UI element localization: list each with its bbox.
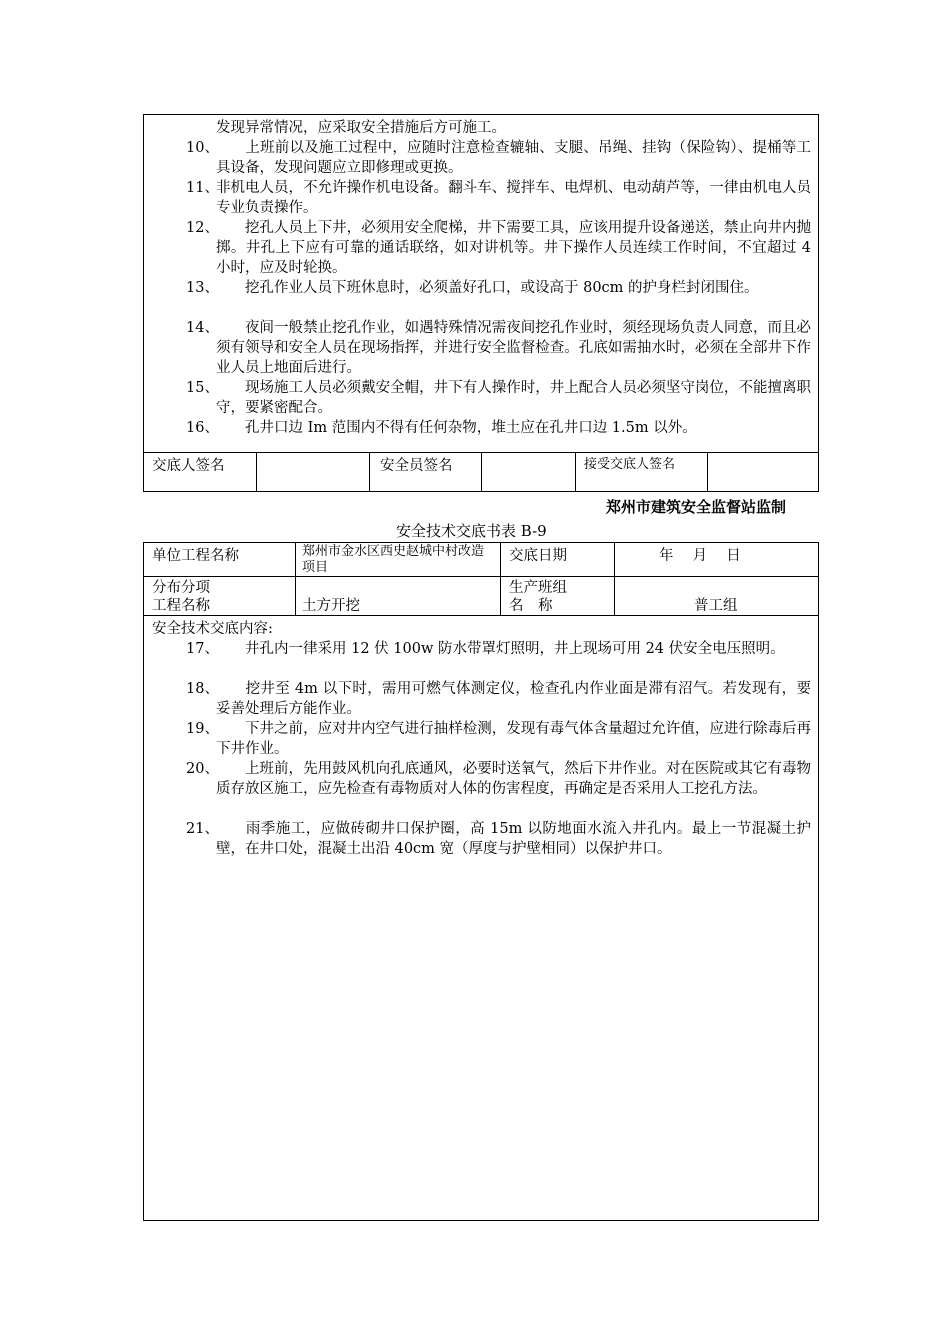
safety-officer-signature-label: 安全员签名 xyxy=(380,458,453,474)
item-number: 10、 xyxy=(186,140,219,156)
item-text: 挖井至 4m 以下时，需用可燃气体测定仪，检查孔内作业面是滞有沼气。若发现有，要妥善处理后方能作业。 xyxy=(216,681,811,717)
item-text: 井孔内一律采用 12 伏 100w 防水带罩灯照明，井上现场可用 24 伏安全电压照明。 xyxy=(216,641,785,657)
item-text: 雨季施工，应做砖砌井口保护圈，高 15m 以防地面水流入井孔内。最上一节混凝土护壁，在井口处，混凝土出沿 40cm 宽（厚度与护壁相同）以保护井口。 xyxy=(216,821,811,857)
item-text: 现场施工人员必须戴安全帽，井下有人操作时，井上配合人员必须坚守岗位，不能擅离职守，要紧密配合。 xyxy=(216,380,811,416)
item-text: 挖孔人员上下井，必须用安全爬梯，井下需要工具，应该用提升设备递送，禁止向井内抛掷。井孔上下应有可靠的通话联络，如对讲机等。井下操作人员连续工作时间，不宜超过 4 小时，应及时轮换。 xyxy=(216,220,811,276)
unit-name-label: 单位工程名称 xyxy=(152,548,239,564)
handover-signature-field[interactable] xyxy=(257,453,370,491)
unit-value-cell xyxy=(296,543,501,576)
subproject-label-line1: 分布分项 xyxy=(152,580,210,596)
item-number: 17、 xyxy=(186,641,219,657)
page2-content-box xyxy=(143,615,819,1221)
item-text: 下井之前，应对井内空气进行抽样检测，发现有毒气体含量超过允许值，应进行除毒后再下井作业。 xyxy=(216,721,811,757)
team-label-cell xyxy=(501,577,615,615)
date-label: 交底日期 xyxy=(509,548,567,564)
header-row-1 xyxy=(143,542,819,577)
team-value: 普工组 xyxy=(694,598,738,614)
item-number: 13、 xyxy=(186,280,219,296)
subproject-label-cell xyxy=(144,577,296,615)
item-number: 12、 xyxy=(186,220,219,236)
item-number: 15、 xyxy=(186,380,219,396)
item-number: 14、 xyxy=(186,320,219,336)
handover-label-cell xyxy=(144,453,257,491)
item-text: 非机电人员，不允许操作机电设备。翻斗车、搅拌车、电焊机、电动葫芦等，一律由机电人员专业负责操作。 xyxy=(216,180,811,216)
item-text: 挖孔作业人员下班休息时，必须盖好孔口，或设高于 80cm 的护身栏封闭围住。 xyxy=(216,280,759,296)
unit-label-cell xyxy=(144,543,296,576)
team-label-line1: 生产班组 xyxy=(509,580,567,596)
date-value: 年 月 日 xyxy=(659,548,741,564)
unit-name-value: 郑州市金水区西史赵城中村改造项目 xyxy=(302,544,485,575)
subproject-value: 土方开挖 xyxy=(302,598,360,614)
receiver-signature-field[interactable] xyxy=(708,453,818,491)
item-text: 上班前，先用鼓风机向孔底通风，必要时送氧气，然后下井作业。对在医院或其它有毒物质存放区施工，应先检查有毒物质对人体的伤害程度，再确定是否采用人工挖孔方法。 xyxy=(216,761,811,797)
item-number: 16、 xyxy=(186,420,219,436)
item-number: 21、 xyxy=(186,821,219,837)
team-label-line2: 名 称 xyxy=(509,598,553,614)
content-label: 安全技术交底内容: xyxy=(152,621,273,637)
page1-content-box: 发现异常情况，应采取安全措施后方可施工。 10、 上班前以及施工过程中，应随时注意检查辘轴、支腿、吊绳、挂钩（保险钩）、提桶等工具设备，发现问题应立即修理或更换。 11、 非机电人员，不允许操作机电设备。翻斗车、搅拌车、电焊机、电动葫芦等，一律由机电人员专业负责操作。 12、 挖孔人员上下井，必须用安全爬梯，井下需要工具，应该用提升设备递送，禁止向井内抛掷。井孔上下应有可靠的通话联络，如对讲机等。井下操作人员连续工作时间，不宜超过 4 小时，应及时轮换。 13、 挖孔作业人员下班休息时，必须盖好孔口，或设高于 80cm 的护身栏封闭围住。 14、 夜间一般禁止挖孔作业，如遇特殊情况需夜间挖孔作业时，须经现场负责人同意，而且必须有领导和安全人员在现场指挥，并进行安全监督检查。孔底如需抽水时，必须在全部井下作业人员上地面后进行。 15、 现场施工人员必须戴安全帽，井下有人操作时，井上配合人员必须坚守岗位，不能擅离职守，要紧密配合。 16、 孔井口边 Im 范围内不得有任何杂物，堆土应在孔井口边 1.5m 以外。 xyxy=(143,114,819,453)
subproject-label-line2: 工程名称 xyxy=(152,598,210,614)
subproject-value-cell xyxy=(296,577,501,615)
item-text: 孔井口边 Im 范围内不得有任何杂物，堆土应在孔井口边 1.5m 以外。 xyxy=(216,420,697,436)
receiver-signature-label: 接受交底人签名 xyxy=(584,457,676,472)
item-text: 上班前以及施工过程中，应随时注意检查辘轴、支腿、吊绳、挂钩（保险钩）、提桶等工具设备，发现问题应立即修理或更换。 xyxy=(216,140,811,176)
safety-label-cell xyxy=(370,453,482,491)
signature-row xyxy=(143,452,819,492)
receiver-label-cell xyxy=(576,453,708,491)
item-number: 19、 xyxy=(186,721,219,737)
header-row-2 xyxy=(143,576,819,616)
item-text: 夜间一般禁止挖孔作业，如遇特殊情况需夜间挖孔作业时，须经现场负责人同意，而且必须有领导和安全人员在现场指挥，并进行安全监督检查。孔底如需抽水时，必须在全部井下作业人员上地面后进行。 xyxy=(216,320,811,376)
supervisor-footer: 郑州市建筑安全监督站监制 xyxy=(606,498,787,516)
item-number: 18、 xyxy=(186,681,219,697)
form-title: 安全技术交底书表 B-9 xyxy=(396,522,547,540)
item-number: 11、 xyxy=(186,180,219,196)
handover-signature-label: 交底人签名 xyxy=(152,458,225,474)
safety-signature-field[interactable] xyxy=(482,453,576,491)
item-number: 20、 xyxy=(186,761,219,777)
date-label-cell xyxy=(501,543,615,576)
